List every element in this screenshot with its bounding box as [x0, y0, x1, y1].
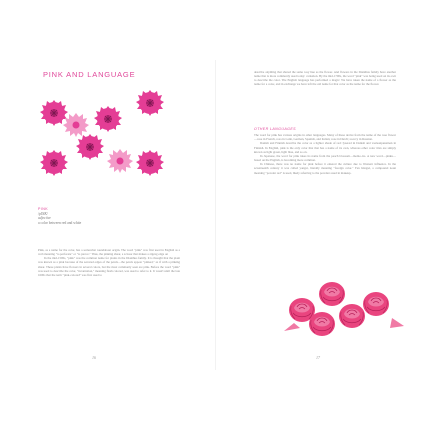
section-title: OTHER LANGUAGES	[254, 127, 296, 131]
carnation-flower-7	[107, 149, 133, 173]
rose-leaf	[390, 318, 404, 328]
entry-word: PINK	[38, 207, 48, 211]
entry-pronunciation: /pINK/	[38, 211, 48, 216]
page-number-left: 16	[92, 355, 96, 360]
entry-part-of-speech: adjective	[38, 216, 51, 221]
right-page	[216, 0, 432, 432]
paragraph: Danish and Finnish describe the color as a lighter shade of red: lyserød in Danish and vaaleanpunainen in Finnish. In English, pink is the only color that that has a name of its own, whereas other color tints are simply known as light green, light blue, and so on.	[254, 141, 396, 154]
paragraph: The word for pink has various origins in other languages. Many of these derive from the name of the rose flower—rose in French, rosa in Latin, German, Spanish, and Italian; roze in Dutch; rozovy in Russian.	[254, 133, 396, 142]
chapter-title: PINK AND LANGUAGE	[43, 70, 136, 79]
carnation-flower-1	[40, 100, 68, 126]
other-languages-section	[254, 127, 396, 175]
carnation-flower-3	[94, 106, 122, 132]
rose-flower-4	[363, 292, 389, 316]
rose-leaf	[284, 323, 300, 331]
carnation-flower-2	[63, 113, 89, 137]
carnation-flower-5	[76, 134, 104, 160]
paragraph: In Japanese, the word for pink takes its name from the peach blossom—momo-iro. A new word—pinku—based on the English, is becoming more common.	[254, 153, 396, 163]
right-body-text	[254, 70, 396, 87]
carnation-illustration	[38, 85, 170, 195]
paragraph: Pink, as a name for the color, has a somewhat roundabout origin. The word "pink" was first used in English as a verb meaning "to perforate" or "to pierce." Thus, the pinking shear, a scissor that makes a zigzag edge on	[38, 248, 180, 257]
rose-flower-2	[319, 282, 345, 306]
rose-flower-3	[339, 304, 365, 328]
page-number-right: 17	[316, 355, 320, 360]
carnation-flower-4	[136, 90, 164, 116]
rose-illustration	[274, 268, 409, 338]
left-body-text	[38, 248, 180, 277]
rose-flower-5	[309, 312, 335, 336]
carnation-flower-8	[136, 150, 164, 176]
paragraph: In the mid-1500s, "pink" was the common name for plants in the Dianthus family. It is thought that the plant was known as a pink because of the serrated edges of the petals—the petals appear "pinked," as if with a pinking shear. These plants have flowers in several colors, but the most commonly seen are pink. Before the word "pink" was used to describe the color, "incarnation," meaning flesh colored, was used to refer to it. It wasn't until the late 1600s that the term "pink-colored" was first used to	[38, 256, 180, 277]
carnation-flower-6	[40, 150, 68, 176]
paragraph: In Chinese, there was no name for pink before it entered the culture due to Western influence. In the seventeenth century it was called yangai, literally meaning "foreign color." Fen hóngsè, a compound noun meaning "powder red" is used, likely referring to the powders used in makeup.	[254, 162, 396, 175]
paragraph: describe anything that shared the same rosy hue as the flower. And flowers in the Dianthus family have another name that is more commonly used today: carnation. By the mid-1700s, the word "pink" was being used on its own to describe the color. The English language has performed a magic: We have taken the name of a flower as the name for a color, and in exchange we have left the old name for that color as the name for the flower.	[254, 70, 396, 87]
dictionary-entry	[38, 207, 180, 228]
entry-definition: a color between red and white	[38, 220, 82, 225]
